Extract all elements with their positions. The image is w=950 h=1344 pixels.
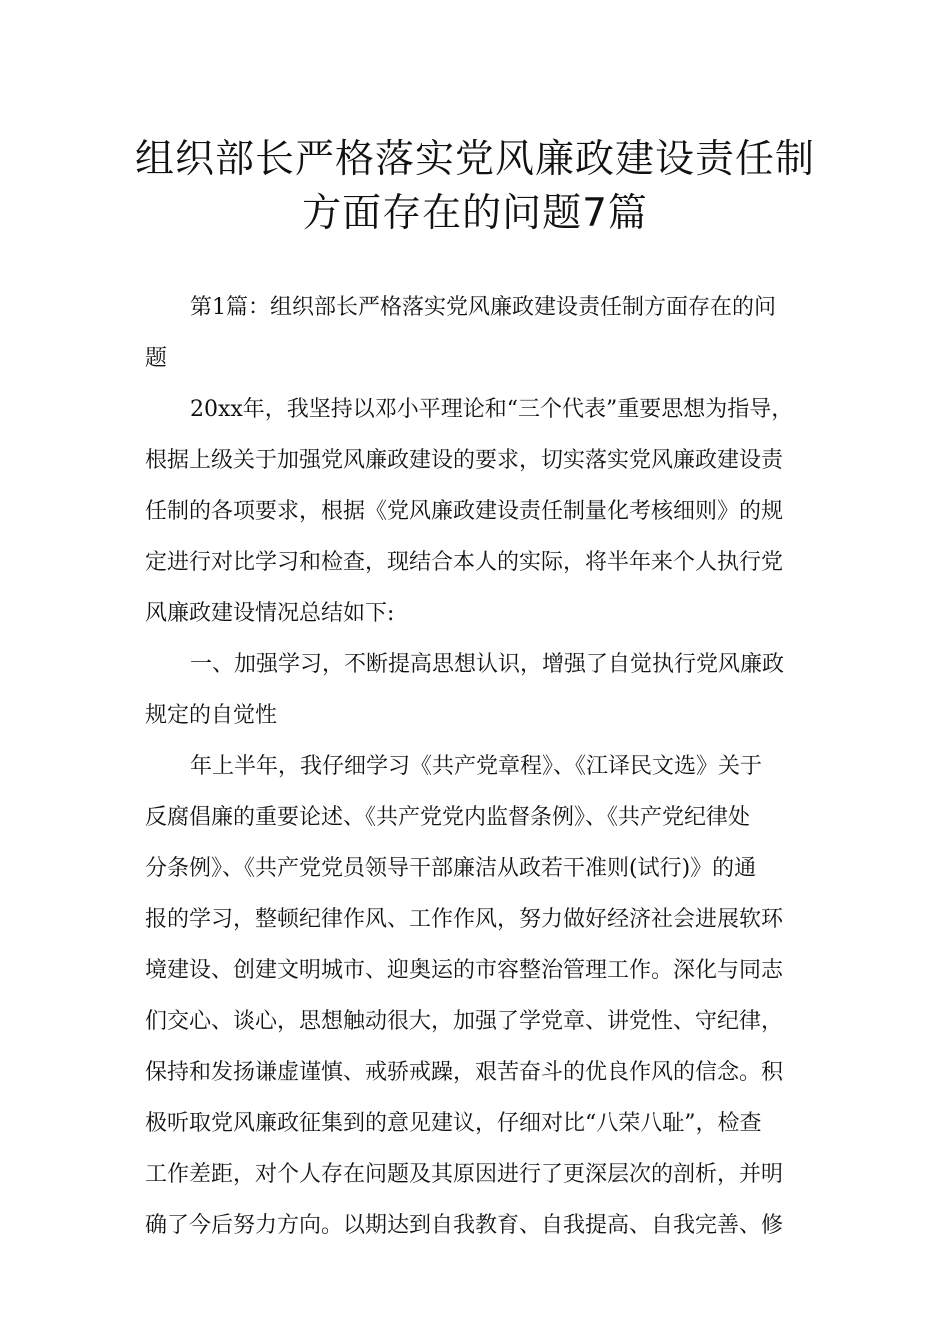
paragraph-line: 定进行对比学习和检查，现结合本人的实际，将半年来个人执行党 bbox=[145, 550, 784, 575]
paragraph-line: 题 bbox=[145, 346, 168, 371]
paragraph-line: 一、加强学习，不断提高思想认识，增强了自觉执行党风廉政 bbox=[190, 652, 785, 677]
paragraph-line: 反腐倡廉的重要论述、《共产党党内监督条例》、《共产党纪律处 bbox=[145, 805, 751, 830]
paragraph-line: 极听取党风廉政征集到的意见建议，仔细对比“八荣八耻”，检查 bbox=[145, 1111, 762, 1136]
paragraph-line: 保持和发扬谦虚谨慎、戒骄戒躁，艰苦奋斗的优良作风的信念。积 bbox=[145, 1060, 784, 1085]
paragraph-line: 报的学习，整顿纪律作风、工作作风，努力做好经济社会进展软环 bbox=[145, 907, 784, 932]
paragraph-line: 20xx年，我坚持以邓小平理论和“三个代表”重要思想为指导， bbox=[190, 397, 794, 422]
paragraph-line: 工作差距，对个人存在问题及其原因进行了更深层次的剖析，并明 bbox=[145, 1162, 784, 1187]
document-body bbox=[145, 282, 815, 1251]
paragraph-line: 任制的各项要求，根据《党风廉政建设责任制量化考核细则》的规 bbox=[145, 499, 784, 524]
document-title-line-2: 方面存在的问题7篇 bbox=[302, 191, 648, 236]
paragraph-line: 分条例》、《共产党党员领导干部廉洁从政若干准则(试行)》的通 bbox=[145, 856, 757, 881]
paragraph-line: 根据上级关于加强党风廉政建设的要求，切实落实党风廉政建设责 bbox=[145, 448, 784, 473]
paragraph-line: 境建设、创建文明城市、迎奥运的市容整治管理工作。深化与同志 bbox=[145, 958, 784, 983]
paragraph-line: 风廉政建设情况总结如下: bbox=[145, 601, 395, 626]
paragraph-line: 第1篇：组织部长严格落实党风廉政建设责任制方面存在的问 bbox=[190, 295, 776, 320]
paragraph-line: 年上半年，我仔细学习《共产党章程》、《江译民文选》关于 bbox=[190, 754, 763, 779]
paragraph-line: 确了今后努力方向。以期达到自我教育、自我提高、自我完善、修 bbox=[145, 1213, 784, 1238]
paragraph-line: 规定的自觉性 bbox=[145, 703, 278, 728]
paragraph-line: 们交心、谈心，思想触动很大，加强了学党章、讲党性、守纪律， bbox=[145, 1009, 784, 1034]
document-title-line-1: 组织部长严格落实党风廉政建设责任制 bbox=[134, 137, 815, 182]
